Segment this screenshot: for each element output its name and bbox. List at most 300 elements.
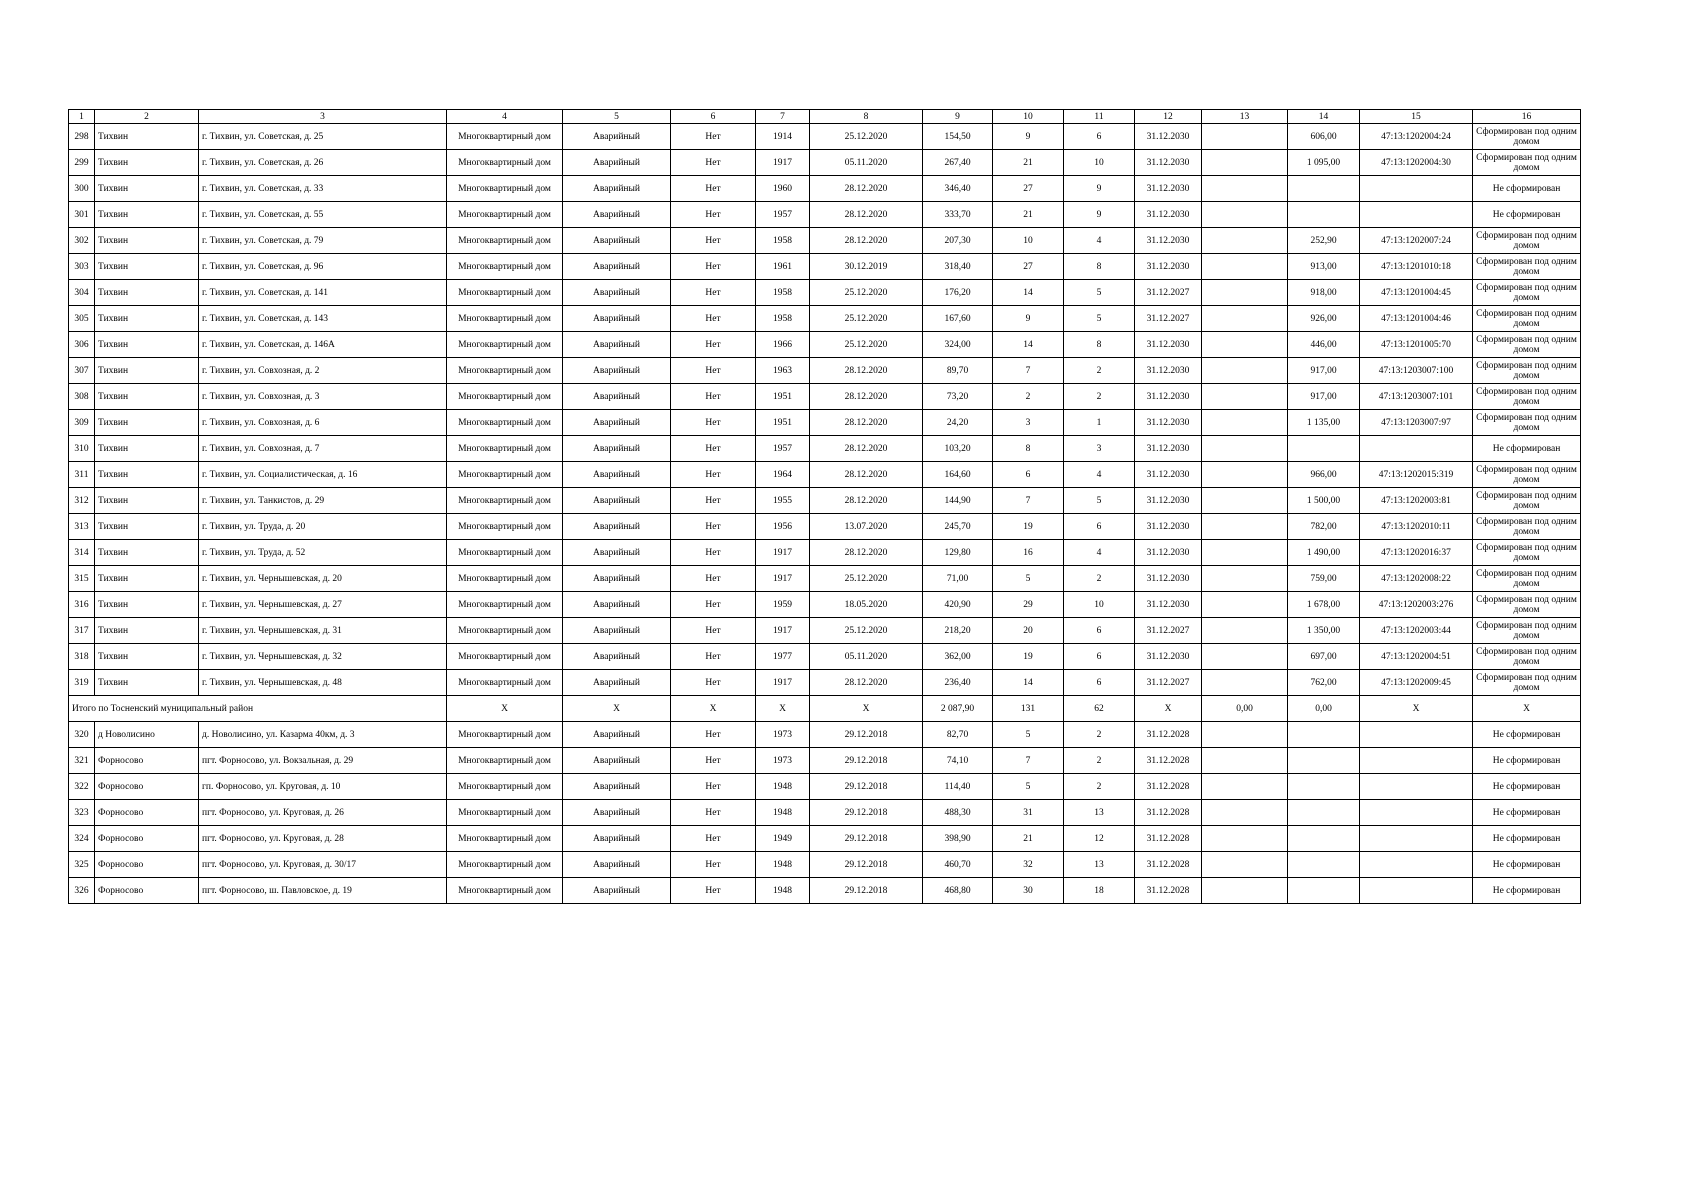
table-cell: 29 bbox=[993, 592, 1064, 618]
table-cell: Тихвин bbox=[95, 332, 199, 358]
table-cell: д Новолисино bbox=[95, 722, 199, 748]
table-cell: Многоквартирный дом bbox=[447, 800, 563, 826]
table-cell: Аварийный bbox=[563, 228, 671, 254]
table-cell: Нет bbox=[671, 436, 756, 462]
table-cell: г. Тихвин, ул. Советская, д. 55 bbox=[199, 202, 447, 228]
table-cell: 47:13:1203007:100 bbox=[1360, 358, 1473, 384]
table-cell bbox=[1202, 540, 1288, 566]
table-cell: Сформирован под одним домом bbox=[1473, 332, 1581, 358]
table-cell: 6 bbox=[1064, 618, 1135, 644]
table-cell: 20 bbox=[993, 618, 1064, 644]
table-cell: 21 bbox=[993, 150, 1064, 176]
column-number-cell: 8 bbox=[810, 110, 923, 124]
total-cell: 2 087,90 bbox=[923, 696, 993, 722]
table-cell bbox=[1360, 722, 1473, 748]
table-cell: Нет bbox=[671, 358, 756, 384]
table-cell: 31.12.2030 bbox=[1135, 124, 1202, 150]
table-cell bbox=[1202, 410, 1288, 436]
table-cell: Многоквартирный дом bbox=[447, 436, 563, 462]
table-cell: 762,00 bbox=[1288, 670, 1360, 696]
table-cell: 318 bbox=[69, 644, 95, 670]
table-cell: 129,80 bbox=[923, 540, 993, 566]
table-cell: Аварийный bbox=[563, 514, 671, 540]
table-cell: 28.12.2020 bbox=[810, 540, 923, 566]
table-cell: Многоквартирный дом bbox=[447, 826, 563, 852]
table-row bbox=[69, 306, 1581, 332]
table-cell: Не сформирован bbox=[1473, 722, 1581, 748]
total-cell: X bbox=[1360, 696, 1473, 722]
table-cell: 309 bbox=[69, 410, 95, 436]
table-cell: 5 bbox=[1064, 306, 1135, 332]
table-row bbox=[69, 644, 1581, 670]
table-cell: 2 bbox=[1064, 358, 1135, 384]
table-cell: 103,20 bbox=[923, 436, 993, 462]
table-cell: Аварийный bbox=[563, 826, 671, 852]
table-cell: Многоквартирный дом bbox=[447, 540, 563, 566]
table-cell: г. Тихвин, ул. Советская, д. 26 bbox=[199, 150, 447, 176]
table-cell: Сформирован под одним домом bbox=[1473, 254, 1581, 280]
table-cell: 1956 bbox=[756, 514, 810, 540]
table-cell: 29.12.2018 bbox=[810, 748, 923, 774]
table-cell bbox=[1202, 670, 1288, 696]
table-cell: 2 bbox=[1064, 384, 1135, 410]
table-cell: г. Тихвин, ул. Совхозная, д. 7 bbox=[199, 436, 447, 462]
table-cell: 31.12.2027 bbox=[1135, 618, 1202, 644]
table-cell: Нет bbox=[671, 644, 756, 670]
table-row bbox=[69, 878, 1581, 904]
table-cell: 31.12.2028 bbox=[1135, 826, 1202, 852]
housing-table bbox=[68, 109, 1581, 904]
table-cell: 29.12.2018 bbox=[810, 852, 923, 878]
table-cell: Аварийный bbox=[563, 176, 671, 202]
table-cell: 19 bbox=[993, 644, 1064, 670]
table-cell: Нет bbox=[671, 332, 756, 358]
table-cell bbox=[1288, 878, 1360, 904]
table-cell: 154,50 bbox=[923, 124, 993, 150]
table-cell: 323 bbox=[69, 800, 95, 826]
table-body bbox=[69, 110, 1581, 904]
table-cell: 1948 bbox=[756, 852, 810, 878]
table-cell: 305 bbox=[69, 306, 95, 332]
table-cell bbox=[1202, 852, 1288, 878]
table-cell: 47:13:1202004:51 bbox=[1360, 644, 1473, 670]
table-cell: 317 bbox=[69, 618, 95, 644]
table-cell: 1958 bbox=[756, 306, 810, 332]
table-cell: 47:13:1202008:22 bbox=[1360, 566, 1473, 592]
table-cell: Аварийный bbox=[563, 800, 671, 826]
table-cell: 326 bbox=[69, 878, 95, 904]
table-row bbox=[69, 592, 1581, 618]
table-cell: Тихвин bbox=[95, 410, 199, 436]
table-cell: Сформирован под одним домом bbox=[1473, 644, 1581, 670]
table-cell: 9 bbox=[1064, 202, 1135, 228]
table-cell: 25.12.2020 bbox=[810, 280, 923, 306]
table-cell: Нет bbox=[671, 124, 756, 150]
table-cell: 468,80 bbox=[923, 878, 993, 904]
table-row bbox=[69, 826, 1581, 852]
table-cell: 31.12.2027 bbox=[1135, 670, 1202, 696]
table-cell: Сформирован под одним домом bbox=[1473, 592, 1581, 618]
table-cell: г. Тихвин, ул. Чернышевская, д. 27 bbox=[199, 592, 447, 618]
table-cell: г. Тихвин, ул. Чернышевская, д. 31 bbox=[199, 618, 447, 644]
table-cell: Аварийный bbox=[563, 462, 671, 488]
table-row bbox=[69, 332, 1581, 358]
table-cell: Сформирован под одним домом bbox=[1473, 306, 1581, 332]
table-cell bbox=[1202, 124, 1288, 150]
table-cell: 2 bbox=[1064, 566, 1135, 592]
table-cell: 398,90 bbox=[923, 826, 993, 852]
table-cell: 27 bbox=[993, 176, 1064, 202]
table-cell: Аварийный bbox=[563, 748, 671, 774]
table-cell: Тихвин bbox=[95, 254, 199, 280]
table-cell: 1 095,00 bbox=[1288, 150, 1360, 176]
table-cell: 47:13:1201005:70 bbox=[1360, 332, 1473, 358]
table-cell bbox=[1202, 332, 1288, 358]
total-cell: X bbox=[671, 696, 756, 722]
table-cell: 25.12.2020 bbox=[810, 332, 923, 358]
table-cell: 1959 bbox=[756, 592, 810, 618]
table-cell: пгт. Форносово, ул. Вокзальная, д. 29 bbox=[199, 748, 447, 774]
table-cell: Сформирован под одним домом bbox=[1473, 514, 1581, 540]
table-cell bbox=[1202, 514, 1288, 540]
table-cell: 21 bbox=[993, 202, 1064, 228]
table-cell: Тихвин bbox=[95, 644, 199, 670]
table-cell: 10 bbox=[993, 228, 1064, 254]
table-cell bbox=[1360, 436, 1473, 462]
table-cell bbox=[1202, 306, 1288, 332]
table-cell: Нет bbox=[671, 410, 756, 436]
table-cell: 114,40 bbox=[923, 774, 993, 800]
table-cell: 176,20 bbox=[923, 280, 993, 306]
table-cell: 1914 bbox=[756, 124, 810, 150]
table-cell: 3 bbox=[993, 410, 1064, 436]
table-cell bbox=[1360, 878, 1473, 904]
table-cell: 298 bbox=[69, 124, 95, 150]
table-cell bbox=[1202, 618, 1288, 644]
table-row bbox=[69, 722, 1581, 748]
table-cell: 47:13:1202010:11 bbox=[1360, 514, 1473, 540]
table-cell: Не сформирован bbox=[1473, 774, 1581, 800]
table-cell: 1957 bbox=[756, 436, 810, 462]
table-cell: 89,70 bbox=[923, 358, 993, 384]
table-cell: 31.12.2030 bbox=[1135, 540, 1202, 566]
table-cell: г. Тихвин, ул. Труда, д. 52 bbox=[199, 540, 447, 566]
table-cell: Сформирован под одним домом bbox=[1473, 358, 1581, 384]
table-cell: Нет bbox=[671, 670, 756, 696]
table-cell: Многоквартирный дом bbox=[447, 722, 563, 748]
table-cell: г. Тихвин, ул. Совхозная, д. 6 bbox=[199, 410, 447, 436]
table-cell bbox=[1288, 774, 1360, 800]
table-cell bbox=[1288, 826, 1360, 852]
table-cell: 47:13:1202003:81 bbox=[1360, 488, 1473, 514]
table-cell: Тихвин bbox=[95, 592, 199, 618]
table-cell: Не сформирован bbox=[1473, 852, 1581, 878]
table-cell bbox=[1202, 488, 1288, 514]
table-cell: пгт. Форносово, ш. Павловское, д. 19 bbox=[199, 878, 447, 904]
total-cell: X bbox=[756, 696, 810, 722]
table-cell: 13.07.2020 bbox=[810, 514, 923, 540]
table-cell: 31.12.2027 bbox=[1135, 306, 1202, 332]
table-cell: 245,70 bbox=[923, 514, 993, 540]
total-cell: 62 bbox=[1064, 696, 1135, 722]
table-cell: Многоквартирный дом bbox=[447, 592, 563, 618]
table-cell: 306 bbox=[69, 332, 95, 358]
table-cell: 236,40 bbox=[923, 670, 993, 696]
table-cell: Многоквартирный дом bbox=[447, 774, 563, 800]
table-cell: 446,00 bbox=[1288, 332, 1360, 358]
table-cell: Многоквартирный дом bbox=[447, 254, 563, 280]
table-cell: 460,70 bbox=[923, 852, 993, 878]
table-cell: Аварийный bbox=[563, 306, 671, 332]
table-cell: Аварийный bbox=[563, 254, 671, 280]
table-cell: Форносово bbox=[95, 852, 199, 878]
total-cell: X bbox=[1473, 696, 1581, 722]
table-cell: Нет bbox=[671, 748, 756, 774]
total-cell: X bbox=[563, 696, 671, 722]
table-cell: 25.12.2020 bbox=[810, 124, 923, 150]
table-cell: 320 bbox=[69, 722, 95, 748]
table-cell: 18.05.2020 bbox=[810, 592, 923, 618]
table-cell: 47:13:1203007:97 bbox=[1360, 410, 1473, 436]
table-cell: 28.12.2020 bbox=[810, 462, 923, 488]
table-cell: 325 bbox=[69, 852, 95, 878]
table-cell: Нет bbox=[671, 774, 756, 800]
table-cell: пгт. Форносово, ул. Круговая, д. 28 bbox=[199, 826, 447, 852]
table-cell: 913,00 bbox=[1288, 254, 1360, 280]
table-cell: 1917 bbox=[756, 150, 810, 176]
table-cell: Нет bbox=[671, 202, 756, 228]
table-cell bbox=[1202, 722, 1288, 748]
table-cell: 31.12.2030 bbox=[1135, 436, 1202, 462]
table-cell: 7 bbox=[993, 488, 1064, 514]
table-cell bbox=[1202, 280, 1288, 306]
table-cell: Нет bbox=[671, 150, 756, 176]
table-cell: Нет bbox=[671, 384, 756, 410]
table-cell: 30 bbox=[993, 878, 1064, 904]
table-cell: 4 bbox=[1064, 540, 1135, 566]
table-cell: 47:13:1202016:37 bbox=[1360, 540, 1473, 566]
table-cell: 31.12.2028 bbox=[1135, 878, 1202, 904]
table-cell: Не сформирован bbox=[1473, 748, 1581, 774]
table-cell: 1951 bbox=[756, 384, 810, 410]
table-cell: 1955 bbox=[756, 488, 810, 514]
table-cell: Форносово bbox=[95, 774, 199, 800]
table-row bbox=[69, 462, 1581, 488]
total-cell: X bbox=[810, 696, 923, 722]
table-cell: 82,70 bbox=[923, 722, 993, 748]
table-cell: Не сформирован bbox=[1473, 202, 1581, 228]
table-cell: г. Тихвин, ул. Советская, д. 96 bbox=[199, 254, 447, 280]
table-cell: Нет bbox=[671, 462, 756, 488]
table-cell: Аварийный bbox=[563, 488, 671, 514]
table-cell: 606,00 bbox=[1288, 124, 1360, 150]
table-cell: 18 bbox=[1064, 878, 1135, 904]
table-cell: Сформирован под одним домом bbox=[1473, 228, 1581, 254]
table-cell: 346,40 bbox=[923, 176, 993, 202]
table-cell: 5 bbox=[993, 774, 1064, 800]
table-cell: Аварийный bbox=[563, 852, 671, 878]
table-cell: 782,00 bbox=[1288, 514, 1360, 540]
table-cell: Многоквартирный дом bbox=[447, 384, 563, 410]
table-cell: Многоквартирный дом bbox=[447, 176, 563, 202]
table-cell: 7 bbox=[993, 358, 1064, 384]
table-cell: 29.12.2018 bbox=[810, 722, 923, 748]
table-cell: 697,00 bbox=[1288, 644, 1360, 670]
table-cell: Сформирован под одним домом bbox=[1473, 670, 1581, 696]
table-cell: 1948 bbox=[756, 800, 810, 826]
table-cell: 73,20 bbox=[923, 384, 993, 410]
table-cell: Нет bbox=[671, 280, 756, 306]
table-cell: Многоквартирный дом bbox=[447, 462, 563, 488]
table-cell bbox=[1360, 748, 1473, 774]
table-cell: 313 bbox=[69, 514, 95, 540]
table-cell: Аварийный bbox=[563, 774, 671, 800]
table-row bbox=[69, 410, 1581, 436]
table-cell: Форносово bbox=[95, 748, 199, 774]
table-cell: 31.12.2030 bbox=[1135, 514, 1202, 540]
table-cell: 207,30 bbox=[923, 228, 993, 254]
table-cell: 322 bbox=[69, 774, 95, 800]
table-cell: 31.12.2028 bbox=[1135, 774, 1202, 800]
table-cell: 31.12.2030 bbox=[1135, 332, 1202, 358]
table-cell: 5 bbox=[1064, 488, 1135, 514]
table-cell: 1949 bbox=[756, 826, 810, 852]
table-cell: 28.12.2020 bbox=[810, 436, 923, 462]
table-row bbox=[69, 176, 1581, 202]
table-cell: г. Тихвин, ул. Советская, д. 33 bbox=[199, 176, 447, 202]
table-cell: Многоквартирный дом bbox=[447, 306, 563, 332]
table-cell: 28.12.2020 bbox=[810, 384, 923, 410]
table-cell: 28.12.2020 bbox=[810, 176, 923, 202]
table-cell bbox=[1288, 800, 1360, 826]
table-cell: Аварийный bbox=[563, 410, 671, 436]
table-row bbox=[69, 228, 1581, 254]
table-cell: 10 bbox=[1064, 592, 1135, 618]
table-cell: Многоквартирный дом bbox=[447, 618, 563, 644]
table-cell: 1948 bbox=[756, 878, 810, 904]
table-cell: Нет bbox=[671, 592, 756, 618]
table-cell bbox=[1288, 176, 1360, 202]
table-cell: Тихвин bbox=[95, 514, 199, 540]
table-cell: 21 bbox=[993, 826, 1064, 852]
table-cell: 6 bbox=[1064, 124, 1135, 150]
table-cell: Аварийный bbox=[563, 540, 671, 566]
table-cell: 31.12.2028 bbox=[1135, 852, 1202, 878]
table-cell: Аварийный bbox=[563, 644, 671, 670]
table-cell: 1961 bbox=[756, 254, 810, 280]
column-number-cell: 14 bbox=[1288, 110, 1360, 124]
table-cell: 1 678,00 bbox=[1288, 592, 1360, 618]
table-cell: 6 bbox=[1064, 644, 1135, 670]
table-cell: 1917 bbox=[756, 566, 810, 592]
table-cell: 324 bbox=[69, 826, 95, 852]
table-cell: 28.12.2020 bbox=[810, 202, 923, 228]
table-cell: 1 bbox=[1064, 410, 1135, 436]
table-cell bbox=[1288, 436, 1360, 462]
table-cell: Тихвин bbox=[95, 150, 199, 176]
table-cell: Нет bbox=[671, 514, 756, 540]
table-cell: 1 490,00 bbox=[1288, 540, 1360, 566]
table-cell: 5 bbox=[1064, 280, 1135, 306]
table-cell: Аварийный bbox=[563, 280, 671, 306]
table-cell: 303 bbox=[69, 254, 95, 280]
table-cell: 9 bbox=[993, 124, 1064, 150]
table-cell: 5 bbox=[993, 566, 1064, 592]
table-cell: 2 bbox=[1064, 722, 1135, 748]
table-cell: Тихвин bbox=[95, 384, 199, 410]
table-cell: Тихвин bbox=[95, 228, 199, 254]
table-cell: Тихвин bbox=[95, 462, 199, 488]
table-cell: 8 bbox=[1064, 332, 1135, 358]
table-cell: 29.12.2018 bbox=[810, 800, 923, 826]
table-cell: Многоквартирный дом bbox=[447, 566, 563, 592]
table-cell: Не сформирован bbox=[1473, 878, 1581, 904]
table-cell: 488,30 bbox=[923, 800, 993, 826]
table-cell: 47:13:1202009:45 bbox=[1360, 670, 1473, 696]
table-cell: 47:13:1202015:319 bbox=[1360, 462, 1473, 488]
table-cell: г. Тихвин, ул. Труда, д. 20 bbox=[199, 514, 447, 540]
column-number-cell: 7 bbox=[756, 110, 810, 124]
table-cell: 2 bbox=[993, 384, 1064, 410]
column-number-cell: 4 bbox=[447, 110, 563, 124]
column-number-cell: 1 bbox=[69, 110, 95, 124]
total-cell: X bbox=[447, 696, 563, 722]
table-cell bbox=[1202, 228, 1288, 254]
table-cell bbox=[1360, 826, 1473, 852]
table-row bbox=[69, 618, 1581, 644]
table-cell: 2 bbox=[1064, 748, 1135, 774]
table-cell: 74,10 bbox=[923, 748, 993, 774]
table-cell: 299 bbox=[69, 150, 95, 176]
column-number-row bbox=[69, 110, 1581, 124]
table-cell: 31.12.2030 bbox=[1135, 462, 1202, 488]
table-cell bbox=[1202, 566, 1288, 592]
table-cell: Аварийный bbox=[563, 124, 671, 150]
table-cell: 308 bbox=[69, 384, 95, 410]
table-cell: Тихвин bbox=[95, 618, 199, 644]
table-cell: 1960 bbox=[756, 176, 810, 202]
table-cell: 218,20 bbox=[923, 618, 993, 644]
table-cell: 8 bbox=[993, 436, 1064, 462]
table-cell: 918,00 bbox=[1288, 280, 1360, 306]
table-cell: 47:13:1201010:18 bbox=[1360, 254, 1473, 280]
table-cell: Нет bbox=[671, 826, 756, 852]
table-cell: Нет bbox=[671, 540, 756, 566]
table-cell: 9 bbox=[993, 306, 1064, 332]
table-cell bbox=[1202, 748, 1288, 774]
table-cell: г. Тихвин, ул. Совхозная, д. 3 bbox=[199, 384, 447, 410]
table-cell bbox=[1202, 878, 1288, 904]
total-cell: 0,00 bbox=[1202, 696, 1288, 722]
table-cell: 31.12.2028 bbox=[1135, 748, 1202, 774]
table-cell: 27 bbox=[993, 254, 1064, 280]
table-cell: 6 bbox=[1064, 514, 1135, 540]
table-cell: Форносово bbox=[95, 826, 199, 852]
table-cell: г. Тихвин, ул. Советская, д. 143 bbox=[199, 306, 447, 332]
table-row bbox=[69, 436, 1581, 462]
table-cell: 1963 bbox=[756, 358, 810, 384]
table-cell: 333,70 bbox=[923, 202, 993, 228]
table-cell: Нет bbox=[671, 176, 756, 202]
table-cell: 1964 bbox=[756, 462, 810, 488]
column-number-cell: 5 bbox=[563, 110, 671, 124]
table-cell: 10 bbox=[1064, 150, 1135, 176]
table-cell: 05.11.2020 bbox=[810, 644, 923, 670]
table-cell: Сформирован под одним домом bbox=[1473, 488, 1581, 514]
table-cell: Тихвин bbox=[95, 176, 199, 202]
table-cell bbox=[1202, 644, 1288, 670]
table-cell: Нет bbox=[671, 878, 756, 904]
